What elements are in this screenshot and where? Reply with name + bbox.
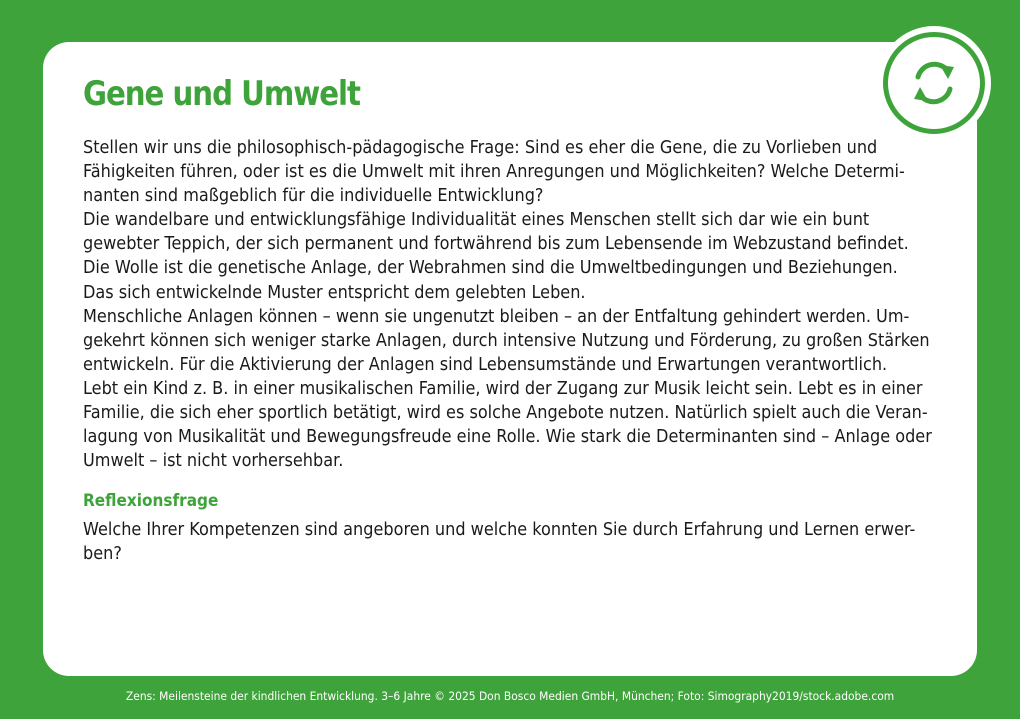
body-line: Familie, die sich eher sportlich betätigt, wird es solche Angebote nutzen. Natürlich spielt auch die Veran- (83, 403, 928, 424)
body-line: Das sich entwickelnde Muster entspricht dem gelebten Leben. (83, 282, 586, 303)
body-line: gewebter Teppich, der sich permanent und fortwährend bis zum Lebensende im Webzustand befindet. (83, 234, 909, 255)
footer-text: Zens: Meilensteine der kindlichen Entwicklung. 3–6 Jahre © 2025 Don Bosco Medien GmbH, München; Foto: Simography2019/stock.adobe.com (125, 689, 895, 703)
body-line: nanten sind maßgeblich für die individuelle Entwicklung? (83, 186, 544, 207)
body-line: Fähigkeiten führen, oder ist es die Umwelt mit ihren Anregungen und Möglichkeiten? Welche Determi- (83, 162, 905, 183)
body-line: Stellen wir uns die philosophisch-pädagogische Frage: Sind es eher die Gene, die zu Vorlieben und (83, 138, 878, 158)
body-line: Die Wolle ist die genetische Anlage, der Webrahmen sind die Umweltbedingungen und Beziehungen. (83, 258, 898, 279)
body-line: Die wandelbare und entwicklungsfähige Individualität eines Menschen stellt sich dar wie ein bunt (83, 210, 870, 231)
badge (877, 26, 991, 140)
body-line: Menschliche Anlagen können – wenn sie ungenutzt bleiben – an der Entfaltung gehindert werden. Um- (83, 306, 910, 327)
body-line: lagung von Musikalität und Bewegungsfreude eine Rolle. Wie stark die Determinanten sind – Anlage oder (83, 427, 932, 448)
body-line: Umwelt – ist nicht vorhersehbar. (83, 451, 344, 472)
reflection-question (83, 518, 943, 566)
reflection-heading: Reflexionsfrage (83, 491, 219, 511)
body-line: entwickeln. Für die Aktivierung der Anlagen sind Lebensumstände und Erwartungen verantwortlich. (83, 354, 888, 375)
question-line: Welche Ihrer Kompetenzen sind angeboren und welche konnten Sie durch Erfahrung und Lernen erwer- (83, 520, 916, 540)
body-text (83, 136, 943, 473)
body-line: gekehrt können sich weniger starke Anlagen, durch intensive Nutzung und Förderung, zu großen Stärken (83, 330, 930, 351)
recycle-arrows-icon (904, 53, 964, 113)
page-title: Gene und Umwelt (83, 74, 360, 114)
question-line: ben? (83, 544, 122, 565)
footer-credit (0, 689, 1020, 703)
body-line: Lebt ein Kind z. B. in einer musikalischen Familie, wird der Zugang zur Musik leicht sein. Lebt es in einer (83, 378, 923, 399)
